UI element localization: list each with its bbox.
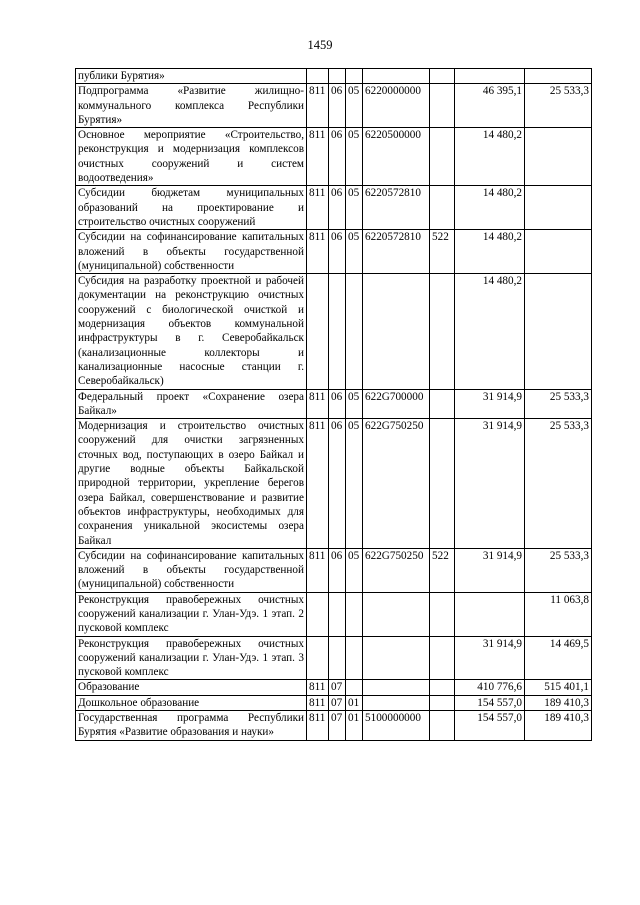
target-article: 6220572810 — [363, 186, 430, 230]
subsection-code — [346, 274, 363, 389]
table-row — [76, 636, 592, 680]
target-article — [363, 636, 430, 680]
expense-type — [430, 84, 455, 128]
amount-year-2: 25 533,3 — [525, 84, 592, 128]
amount-year-1: 31 914,9 — [455, 419, 525, 549]
target-article: 6220500000 — [363, 128, 430, 186]
amount-year-1: 14 480,2 — [455, 230, 525, 274]
subsection-code: 05 — [346, 389, 363, 419]
section-code: 06 — [329, 186, 346, 230]
subsection-code — [346, 680, 363, 695]
target-article — [363, 69, 430, 84]
amount-year-1: 14 480,2 — [455, 186, 525, 230]
amount-year-2: 515 401,1 — [525, 680, 592, 695]
row-name: Субсидии на софинансирование капитальных вложений в объекты государственной (муниципальной) собственности — [76, 230, 307, 274]
ministry-code — [307, 69, 329, 84]
ministry-code: 811 — [307, 680, 329, 695]
subsection-code — [346, 69, 363, 84]
subsection-code: 05 — [346, 419, 363, 549]
table-row — [76, 128, 592, 186]
target-article: 6220572810 — [363, 230, 430, 274]
amount-year-2: 189 410,3 — [525, 711, 592, 741]
expense-type — [430, 389, 455, 419]
ministry-code: 811 — [307, 389, 329, 419]
target-article: 622G750250 — [363, 548, 430, 592]
section-code: 06 — [329, 128, 346, 186]
ministry-code: 811 — [307, 84, 329, 128]
ministry-code — [307, 274, 329, 389]
table-row — [76, 711, 592, 741]
ministry-code: 811 — [307, 186, 329, 230]
expense-type: 522 — [430, 548, 455, 592]
amount-year-1: 14 480,2 — [455, 274, 525, 389]
row-name: Подпрограмма «Развитие жилищно-коммунального комплекса Республики Бурятия» — [76, 84, 307, 128]
table-row — [76, 419, 592, 549]
expense-type — [430, 186, 455, 230]
section-code: 06 — [329, 84, 346, 128]
expense-type — [430, 592, 455, 636]
amount-year-2 — [525, 274, 592, 389]
table-row — [76, 695, 592, 710]
amount-year-2 — [525, 186, 592, 230]
expense-type — [430, 128, 455, 186]
amount-year-2: 25 533,3 — [525, 419, 592, 549]
row-name: Государственная программа Республики Бурятия «Развитие образования и науки» — [76, 711, 307, 741]
row-name: Дошкольное образование — [76, 695, 307, 710]
expense-type — [430, 636, 455, 680]
section-code: 07 — [329, 680, 346, 695]
amount-year-1 — [455, 69, 525, 84]
row-name: Образование — [76, 680, 307, 695]
amount-year-1: 154 557,0 — [455, 695, 525, 710]
section-code: 06 — [329, 548, 346, 592]
target-article — [363, 680, 430, 695]
subsection-code: 05 — [346, 186, 363, 230]
section-code: 06 — [329, 389, 346, 419]
amount-year-1: 31 914,9 — [455, 636, 525, 680]
expense-type — [430, 419, 455, 549]
subsection-code: 05 — [346, 230, 363, 274]
expense-type — [430, 274, 455, 389]
section-code — [329, 592, 346, 636]
amount-year-1: 14 480,2 — [455, 128, 525, 186]
budget-table — [75, 68, 592, 741]
ministry-code: 811 — [307, 419, 329, 549]
amount-year-2: 11 063,8 — [525, 592, 592, 636]
subsection-code — [346, 636, 363, 680]
amount-year-2: 189 410,3 — [525, 695, 592, 710]
section-code — [329, 274, 346, 389]
table-row — [76, 592, 592, 636]
amount-year-2: 25 533,3 — [525, 389, 592, 419]
amount-year-1: 410 776,6 — [455, 680, 525, 695]
row-name: Основное мероприятие «Строительство, реконструкция и модернизация комплексов очистных сооружений и систем водоотведения» — [76, 128, 307, 186]
amount-year-1: 31 914,9 — [455, 548, 525, 592]
amount-year-1: 31 914,9 — [455, 389, 525, 419]
table-row — [76, 548, 592, 592]
table-row — [76, 186, 592, 230]
subsection-code: 05 — [346, 548, 363, 592]
target-article — [363, 695, 430, 710]
ministry-code — [307, 592, 329, 636]
expense-type: 522 — [430, 230, 455, 274]
amount-year-2: 25 533,3 — [525, 548, 592, 592]
row-name: Реконструкция правобережных очистных сооружений канализации г. Улан-Удэ. 1 этап. 2 пусковой комплекс — [76, 592, 307, 636]
row-name: Федеральный проект «Сохранение озера Байкал» — [76, 389, 307, 419]
subsection-code: 05 — [346, 128, 363, 186]
row-name: публики Бурятия» — [76, 69, 307, 84]
amount-year-2: 14 469,5 — [525, 636, 592, 680]
ministry-code: 811 — [307, 128, 329, 186]
amount-year-1 — [455, 592, 525, 636]
table-row — [76, 389, 592, 419]
row-name: Реконструкция правобережных очистных сооружений канализации г. Улан-Удэ. 1 этап. 3 пусковой комплекс — [76, 636, 307, 680]
ministry-code: 811 — [307, 711, 329, 741]
table-row — [76, 274, 592, 389]
amount-year-1: 154 557,0 — [455, 711, 525, 741]
target-article — [363, 592, 430, 636]
target-article: 5100000000 — [363, 711, 430, 741]
row-name: Субсидия на разработку проектной и рабочей документации на реконструкцию очистных сооружений с биологической очисткой и модернизация объектов коммунальной инфраструктуры в г. Северобайкальск (канализационные коллекторы и канализационные насосные станции г. Северобайкальск) — [76, 274, 307, 389]
target-article: 6220000000 — [363, 84, 430, 128]
amount-year-2 — [525, 69, 592, 84]
row-name: Субсидии бюджетам муниципальных образований на проектирование и строительство очистных сооружений — [76, 186, 307, 230]
section-code: 07 — [329, 695, 346, 710]
amount-year-2 — [525, 230, 592, 274]
target-article: 622G700000 — [363, 389, 430, 419]
ministry-code: 811 — [307, 695, 329, 710]
section-code — [329, 69, 346, 84]
table-row — [76, 69, 592, 84]
amount-year-2 — [525, 128, 592, 186]
target-article: 622G750250 — [363, 419, 430, 549]
section-code — [329, 636, 346, 680]
table-row — [76, 84, 592, 128]
ministry-code: 811 — [307, 548, 329, 592]
expense-type — [430, 711, 455, 741]
row-name: Модернизация и строительство очистных сооружений для очистки загрязненных сточных вод, поступающих в озеро Байкал и другие водные объекты Байкальской природной территории, укрепление берегов озера Байкал, совершенствование и развитие объектов инфраструктуры, необходимых для сохранения уникальной экосистемы озера Байкал — [76, 419, 307, 549]
expense-type — [430, 695, 455, 710]
section-code: 06 — [329, 230, 346, 274]
subsection-code — [346, 592, 363, 636]
subsection-code: 01 — [346, 695, 363, 710]
section-code: 06 — [329, 419, 346, 549]
page-number: 1459 — [307, 38, 333, 52]
target-article — [363, 274, 430, 389]
subsection-code: 05 — [346, 84, 363, 128]
table-row — [76, 230, 592, 274]
section-code: 07 — [329, 711, 346, 741]
ministry-code — [307, 636, 329, 680]
subsection-code: 01 — [346, 711, 363, 741]
expense-type — [430, 69, 455, 84]
amount-year-1: 46 395,1 — [455, 84, 525, 128]
expense-type — [430, 680, 455, 695]
table-row — [76, 680, 592, 695]
ministry-code: 811 — [307, 230, 329, 274]
row-name: Субсидии на софинансирование капитальных вложений в объекты государственной (муниципальной) собственности — [76, 548, 307, 592]
